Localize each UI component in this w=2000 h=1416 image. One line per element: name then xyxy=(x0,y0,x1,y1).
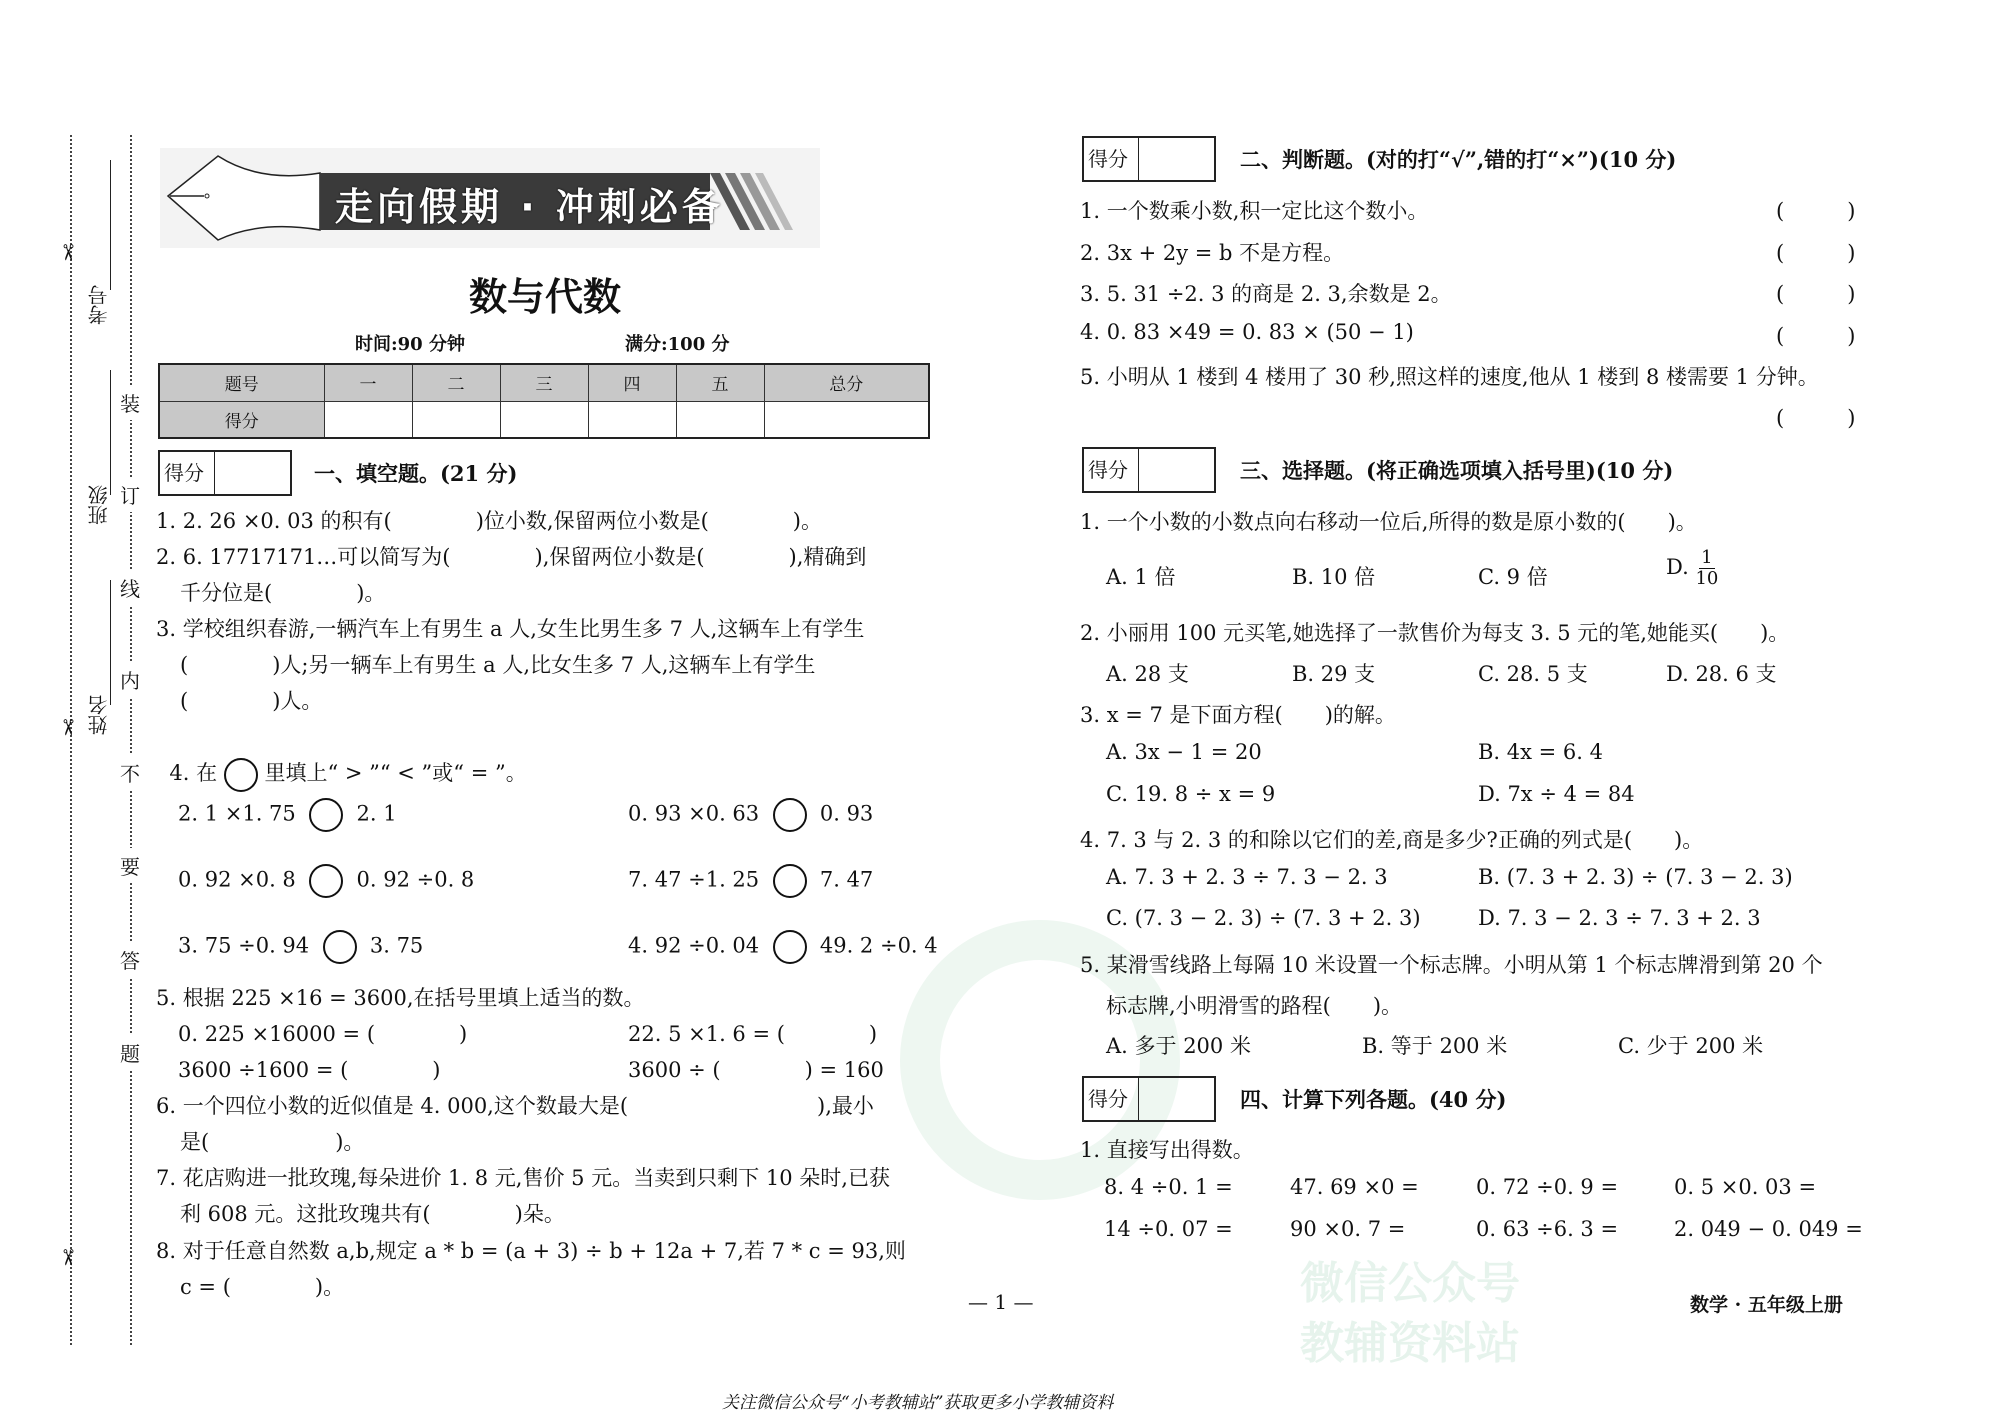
compare-left: 3. 75 ÷0. 94 xyxy=(178,933,310,958)
compare-item xyxy=(628,798,873,832)
calc-item: 14 ÷0. 07 = xyxy=(1104,1217,1233,1241)
exam-time: 时间:90 分钟 xyxy=(355,334,465,355)
section-title: 二、判断题。(对的打“√”,错的打“×”)(10 分) xyxy=(1240,147,1677,172)
score-cell[interactable] xyxy=(764,401,929,438)
calc-item: 0. 72 ÷0. 9 = xyxy=(1476,1175,1619,1199)
fill-item: 3600 ÷1600 = ( ) xyxy=(178,1058,441,1082)
section-title: 四、计算下列各题。(40 分) xyxy=(1240,1087,1507,1112)
choice-option: D. 28. 6 支 xyxy=(1666,662,1777,686)
question-line: 千分位是( )。 xyxy=(180,581,386,605)
judge-item: 5. 小明从 1 楼到 4 楼用了 30 秒,照这样的速度,他从 1 楼到 8 楼需要 1 分钟。 xyxy=(1080,365,1819,389)
choice-option: A. 3x − 1 = 20 xyxy=(1106,740,1262,764)
book-title: 数学 · 五年级上册 xyxy=(1690,1294,1843,1316)
score-table xyxy=(158,363,930,439)
compare-circle[interactable] xyxy=(773,930,807,964)
notice-char: 线 xyxy=(120,570,140,605)
section-score-box[interactable] xyxy=(158,450,292,496)
banner-text: 走向假期 · 冲刺必备 xyxy=(335,185,724,229)
compare-right: 2. 1 xyxy=(356,801,397,826)
compare-item xyxy=(628,864,873,898)
question-line: 8. 对于任意自然数 a,b,规定 a * b = (a + 3) ÷ b + 12a + 7,若 7 * c = 93,则 xyxy=(156,1239,906,1263)
fraction-numerator: 1 xyxy=(1701,547,1713,568)
question-line: 6. 一个四位小数的近似值是 4. 000,这个数最大是( ),最小 xyxy=(156,1094,874,1118)
calc-item: 8. 4 ÷0. 1 = xyxy=(1104,1175,1233,1199)
choice-question: 5. 某滑雪线路上每隔 10 米设置一个标志牌。小明从第 1 个标志牌滑到第 20 个 xyxy=(1080,953,1823,977)
choice-option: D. 7x ÷ 4 = 84 xyxy=(1478,782,1635,806)
answer-paren[interactable]: ( ) xyxy=(1776,241,1856,265)
choice-option: B. 10 倍 xyxy=(1292,565,1376,589)
section-score-box[interactable] xyxy=(1082,136,1216,182)
compare-right: 7. 47 xyxy=(819,867,874,892)
scissor-icon: ✂ xyxy=(54,718,80,737)
choice-question: 1. 一个小数的小数点向右移动一位后,所得的数是原小数的( )。 xyxy=(1080,510,1697,534)
choice-question: 标志牌,小明滑雪的路程( )。 xyxy=(1106,994,1403,1018)
compare-item xyxy=(178,864,474,898)
notice-char: 订 xyxy=(120,477,140,512)
compare-item xyxy=(178,930,423,964)
notice-char: 不 xyxy=(120,755,140,790)
question-line: 是( )。 xyxy=(180,1130,365,1154)
score-box-label: 得分 xyxy=(1084,449,1139,491)
section-score-box[interactable] xyxy=(1082,1076,1216,1122)
judge-item: 3. 5. 31 ÷2. 3 的商是 2. 3,余数是 2。 xyxy=(1080,282,1452,306)
choice-option xyxy=(1666,548,1718,589)
notice-char: 装 xyxy=(120,385,140,420)
choice-option: C. 28. 5 支 xyxy=(1478,662,1588,686)
compare-circle[interactable] xyxy=(773,864,807,898)
section-title: 三、选择题。(将正确选项填入括号里)(10 分) xyxy=(1240,458,1674,483)
notice-char: 答 xyxy=(120,942,140,977)
score-cell[interactable] xyxy=(324,401,412,438)
choice-option: A. 多于 200 米 xyxy=(1106,1034,1251,1058)
scissor-icon: ✂ xyxy=(54,243,80,262)
q4-suffix: 里填上“ > ”“ < ”或“ = ”。 xyxy=(264,761,527,785)
question-line: 1. 2. 26 ×0. 03 的积有( )位小数,保留两位小数是( )。 xyxy=(156,509,822,533)
judge-item: 2. 3x + 2y = b 不是方程。 xyxy=(1080,241,1345,265)
score-cell[interactable] xyxy=(500,401,588,438)
compare-left: 0. 92 ×0. 8 xyxy=(178,867,296,892)
question-line: 利 608 元。这批玫瑰共有( )朵。 xyxy=(180,1202,565,1226)
question-line: 2. 6. 17717171…可以简写为( ),保留两位小数是( ),精确到 xyxy=(156,545,867,569)
banner xyxy=(160,148,820,248)
question-line xyxy=(156,733,527,792)
compare-circle[interactable] xyxy=(309,798,343,832)
footer-note: 关注微信公众号“小考教辅站”获取更多小学教辅资料 xyxy=(722,1393,1114,1413)
choice-option: B. (7. 3 + 2. 3) ÷ (7. 3 − 2. 3) xyxy=(1478,865,1793,889)
section-title: 一、填空题。(21 分) xyxy=(314,461,518,486)
choice-option: C. (7. 3 − 2. 3) ÷ (7. 3 + 2. 3) xyxy=(1106,906,1421,930)
option-letter: D. xyxy=(1666,555,1689,579)
class-label: 班级 xyxy=(87,485,111,525)
question-line: ( )人;另一辆车上有男生 a 人,比女生多 7 人,这辆车上有学生 xyxy=(180,653,816,677)
compare-circle[interactable] xyxy=(773,798,807,832)
compare-item xyxy=(178,798,397,832)
compare-left: 7. 47 ÷1. 25 xyxy=(628,867,760,892)
section-score-box[interactable] xyxy=(1082,447,1216,493)
compare-left: 4. 92 ÷0. 04 xyxy=(628,933,760,958)
choice-option: A. 7. 3 + 2. 3 ÷ 7. 3 − 2. 3 xyxy=(1106,865,1388,889)
choice-option: B. 等于 200 米 xyxy=(1362,1034,1508,1058)
choice-option: B. 4x = 6. 4 xyxy=(1478,740,1604,764)
answer-paren[interactable]: ( ) xyxy=(1776,199,1856,223)
score-table-header: 总分 xyxy=(764,364,929,401)
question-line: c = ( )。 xyxy=(180,1275,345,1299)
calc-item: 47. 69 ×0 = xyxy=(1290,1175,1419,1199)
score-table-header: 二 xyxy=(412,364,500,401)
score-row-label: 得分 xyxy=(159,401,324,438)
choice-option: D. 7. 3 − 2. 3 ÷ 7. 3 + 2. 3 xyxy=(1478,906,1761,930)
score-table-header: 一 xyxy=(324,364,412,401)
page-title: 数与代数 xyxy=(468,274,621,319)
name-label: 姓名 xyxy=(87,695,111,735)
compare-right: 3. 75 xyxy=(369,933,424,958)
page-number: — 1 — xyxy=(968,1290,1034,1314)
calc-item: 2. 049 − 0. 049 = xyxy=(1674,1217,1863,1241)
choice-question: 4. 7. 3 与 2. 3 的和除以它们的差,商是多少?正确的列式是( )。 xyxy=(1080,828,1704,852)
judge-item: 4. 0. 83 ×49 = 0. 83 × (50 − 1) xyxy=(1080,320,1414,344)
fill-item: 22. 5 ×1. 6 = ( ) xyxy=(628,1022,878,1046)
compare-left: 0. 93 ×0. 63 xyxy=(628,801,760,826)
compare-right: 49. 2 ÷0. 4 xyxy=(819,933,938,958)
class-line[interactable] xyxy=(110,370,111,495)
answer-paren[interactable]: ( ) xyxy=(1776,282,1856,306)
question-line: 3. 学校组织春游,一辆汽车上有男生 a 人,女生比男生多 7 人,这辆车上有学生 xyxy=(156,617,865,641)
choice-question: 3. x = 7 是下面方程( )的解。 xyxy=(1080,703,1396,727)
calc-item: 0. 63 ÷6. 3 = xyxy=(1476,1217,1619,1241)
choice-option: A. 28 支 xyxy=(1106,662,1189,686)
fill-item: 0. 225 ×16000 = ( ) xyxy=(178,1022,468,1046)
exam-no-label: 考号 xyxy=(87,285,111,325)
full-score: 满分:100 分 xyxy=(625,334,730,355)
score-box-label: 得分 xyxy=(1084,1078,1139,1120)
compare-circle[interactable] xyxy=(309,864,343,898)
score-cell[interactable] xyxy=(588,401,676,438)
score-table-header: 四 xyxy=(588,364,676,401)
fraction-denominator: 10 xyxy=(1695,568,1719,589)
question-line: ( )人。 xyxy=(180,689,323,713)
fraction xyxy=(1695,548,1718,589)
score-cell[interactable] xyxy=(412,401,500,438)
watermark-text-1: 微信公众号 xyxy=(1300,1258,1520,1309)
score-box-label: 得分 xyxy=(1084,138,1139,180)
score-box-label: 得分 xyxy=(160,452,215,494)
choice-option: B. 29 支 xyxy=(1292,662,1376,686)
fill-item: 3600 ÷ ( ) = 160 xyxy=(628,1058,884,1082)
scissor-icon: ✂ xyxy=(54,1248,80,1267)
score-table-header: 五 xyxy=(676,364,764,401)
notice-char: 要 xyxy=(120,848,140,883)
answer-paren[interactable]: ( ) xyxy=(1776,324,1856,348)
notice-char: 内 xyxy=(120,662,140,697)
choice-option: C. 19. 8 ÷ x = 9 xyxy=(1106,782,1276,806)
answer-paren[interactable]: ( ) xyxy=(1776,406,1856,430)
score-table-header: 三 xyxy=(500,364,588,401)
calc-item: 0. 5 ×0. 03 = xyxy=(1674,1175,1817,1199)
circle-icon xyxy=(224,758,258,792)
q4-prefix: 4. 在 xyxy=(169,761,218,785)
notice-char: 题 xyxy=(120,1035,140,1070)
choice-option: A. 1 倍 xyxy=(1106,565,1176,589)
compare-item xyxy=(628,930,938,964)
score-table-header: 题号 xyxy=(159,364,324,401)
name-line[interactable] xyxy=(110,580,111,705)
choice-question: 2. 小丽用 100 元买笔,她选择了一款售价为每支 3. 5 元的笔,她能买( )。 xyxy=(1080,621,1790,645)
watermark-text-2: 教辅资料站 xyxy=(1300,1318,1520,1369)
calc-item: 90 ×0. 7 = xyxy=(1290,1217,1406,1241)
score-cell[interactable] xyxy=(676,401,764,438)
judge-item: 1. 一个数乘小数,积一定比这个数小。 xyxy=(1080,199,1429,223)
calc-question: 1. 直接写出得数。 xyxy=(1080,1138,1254,1162)
choice-option: C. 少于 200 米 xyxy=(1618,1034,1764,1058)
choice-option: C. 9 倍 xyxy=(1478,565,1548,589)
compare-right: 0. 92 ÷0. 8 xyxy=(356,867,475,892)
compare-circle[interactable] xyxy=(323,930,357,964)
compare-left: 2. 1 ×1. 75 xyxy=(178,801,296,826)
compare-right: 0. 93 xyxy=(819,801,874,826)
question-line: 7. 花店购进一批玫瑰,每朵进价 1. 8 元,售价 5 元。当卖到只剩下 10 朵时,已获 xyxy=(156,1166,890,1190)
question-line: 5. 根据 225 ×16 = 3600,在括号里填上适当的数。 xyxy=(156,986,645,1010)
